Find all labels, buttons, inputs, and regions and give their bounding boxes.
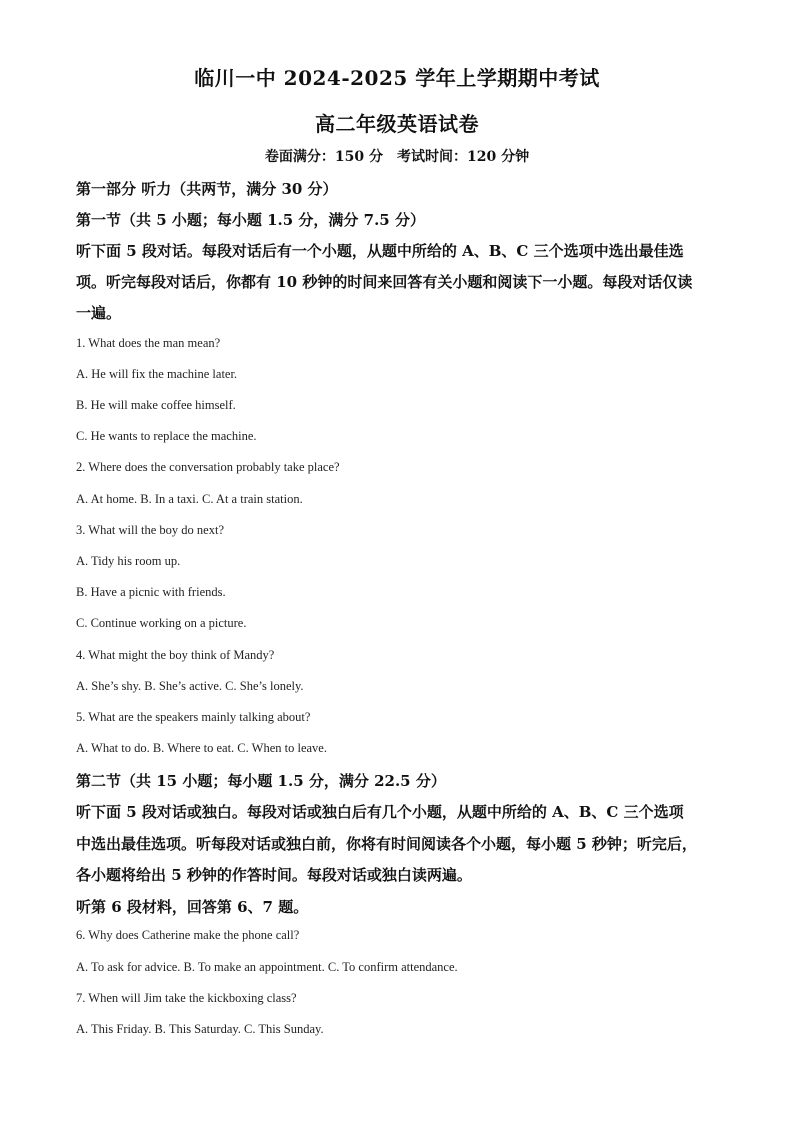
section2-instruction-line: 听下面 5 段对话或独白。每段对话或独白后有几个小题，从题中所给的 A、B、C 三个选项: [76, 803, 684, 821]
exam-subject: 高二年级英语试卷: [315, 112, 479, 136]
section1-instruction-line: 项。听完每段对话后，你都有 10 秒钟的时间来回答有关小题和阅读下一小题。每段对话仅读: [76, 273, 693, 291]
question-1-option-c: C. He wants to replace the machine.: [76, 429, 257, 443]
material-note: 听第 6 段材料，回答第 6、7 题。: [76, 898, 309, 916]
question-1-option-a: A. He will fix the machine later.: [76, 367, 238, 381]
section2-instruction-line: 各小题将给出 5 秒钟的作答时间。每段对话或独白读两遍。: [76, 866, 472, 884]
question-1-option-b: B. He will make coffee himself.: [76, 398, 236, 412]
section2-instruction-line: 中选出最佳选项。听每段对话或独白前，你将有时间阅读各个小题，每小题 5 秒钟；听完后，: [76, 835, 697, 853]
question-7-options: A. This Friday. B. This Saturday. C. This Sunday.: [76, 1022, 324, 1036]
part1-heading: 第一部分 听力（共两节，满分 30 分）: [76, 180, 338, 198]
section1-instruction-line: 一遍。: [76, 304, 122, 322]
question-4-options: A. She’s shy. B. She’s active. C. She’s lonely.: [76, 679, 304, 693]
section2-heading: 第二节（共 15 小题；每小题 1.5 分，满分 22.5 分）: [76, 772, 446, 790]
section1-instruction-line: 听下面 5 段对话。每段对话后有一个小题，从题中所给的 A、B、C 三个选项中选出最佳选: [76, 242, 684, 260]
question-4: 4. What might the boy think of Mandy?: [76, 648, 275, 662]
question-6: 6. Why does Catherine make the phone call?: [76, 928, 300, 942]
question-3: 3. What will the boy do next?: [76, 523, 225, 537]
exam-time: 考试时间：120 分钟: [397, 149, 530, 165]
question-3-option-b: B. Have a picnic with friends.: [76, 585, 226, 599]
question-7: 7. When will Jim take the kickboxing class?: [76, 991, 297, 1005]
question-6-options: A. To ask for advice. B. To make an appointment. C. To confirm attendance.: [76, 960, 458, 974]
question-1: 1. What does the man mean?: [76, 336, 221, 350]
question-3-option-a: A. Tidy his room up.: [76, 554, 181, 568]
exam-info: [0, 146, 794, 166]
exam-title: 临川一中 2024-2025 学年上学期期中考试: [194, 66, 600, 90]
full-score: 卷面满分：150 分: [264, 149, 383, 165]
question-5-options: A. What to do. B. Where to eat. C. When to leave.: [76, 741, 327, 755]
question-2: 2. Where does the conversation probably take place?: [76, 460, 340, 474]
section1-heading: 第一节（共 5 小题；每小题 1.5 分，满分 7.5 分）: [76, 211, 425, 229]
question-5: 5. What are the speakers mainly talking about?: [76, 710, 311, 724]
question-3-option-c: C. Continue working on a picture.: [76, 616, 247, 630]
question-2-options: A. At home. B. In a taxi. C. At a train station.: [76, 492, 303, 506]
